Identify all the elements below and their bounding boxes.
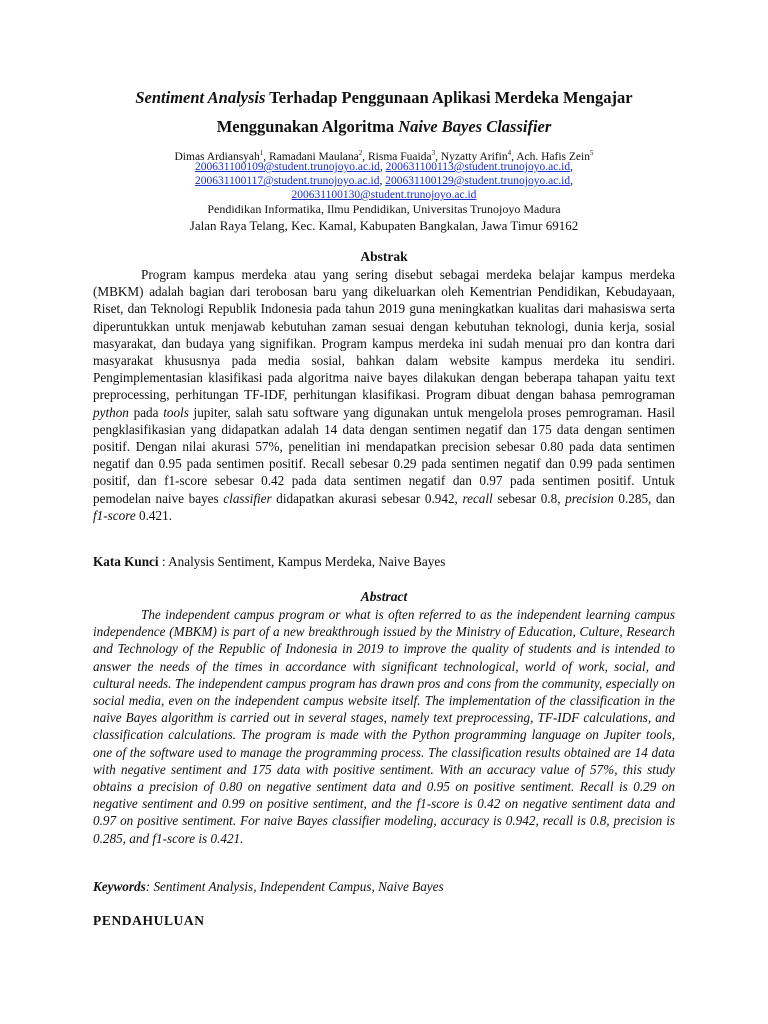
- abstrak-term-python: python: [93, 404, 129, 420]
- email-separator: ,: [379, 175, 386, 187]
- abstrak-term-precision: precision: [565, 490, 614, 506]
- abstract-text: The independent campus program or what is often referred to as the independent learning campus independence (MBKM) is part of a new breakthrough issued by the Ministry of Education, Culture, Research and Technology of the Republic of Indonesia in 2019 to improve the quality of students and is intended to answer the needs of the times in accordance with significant technological, world of work, social, and cultural needs. The independent campus program has drawn pros and cons from the community, especially on social media, even on the independent campus website itself. The implementation of the classification in the naive Bayes algorithm is carried out in several stages, namely text preprocessing, TF-IDF calculations, and classification calculations. The program is made with the Python programming language on Jupiter tools, one of the software used to manage the programming process. The classification results obtained are 14 data with negative sentiment and 175 data with positive sentiment. With an accuracy value of 57%, this study obtains a precision of 0.80 on negative sentiment data and 0.95 on positive sentiment. Recall is 0.29 on negative sentiment and 0.99 on positive sentiment, and the f1-score is 0.42 on negative sentiment data and 0.97 on positive sentiment. For naive Bayes classifier modeling, accuracy is 0.942, recall is 0.8, precision is 0.285, and f1-score is 0.421.: [93, 607, 675, 846]
- title-italic-method: Naive Bayes Classifier: [398, 117, 552, 136]
- abstrak-text: pada: [128, 404, 164, 420]
- email-separator: ,: [570, 161, 573, 173]
- author-name: Dimas Ardiansyah: [174, 150, 260, 163]
- author-name: Nyzatty Arifin: [440, 150, 508, 163]
- email-separator: ,: [379, 161, 386, 173]
- abstrak-text: 0.285, dan: [613, 490, 676, 506]
- section-heading-pendahuluan: PENDAHULUAN: [93, 913, 205, 928]
- author-separator: ,: [511, 150, 517, 163]
- email-line-3: [60, 189, 708, 203]
- author-affiliation-mark: 1: [259, 149, 264, 157]
- abstrak-term-classifier: classifier: [223, 490, 272, 506]
- kata-kunci-line: [93, 553, 675, 570]
- author-separator: ,: [362, 150, 369, 163]
- author-email-link[interactable]: 200631100113@student.trunojoyo.ac.id: [385, 161, 571, 173]
- author-affiliation-mark: 5: [590, 149, 594, 157]
- abstrak-term-recall: recall: [462, 490, 493, 506]
- kata-kunci-label: Kata Kunci: [93, 554, 159, 569]
- kata-kunci-text: : Analysis Sentiment, Kampus Merdeka, Naive Bayes: [158, 554, 446, 569]
- author-affiliation-mark: 3: [431, 149, 436, 157]
- abstrak-text: didapatkan akurasi sebesar 0.942,: [271, 490, 463, 506]
- title-italic-term: Sentiment Analysis: [135, 88, 266, 107]
- email-line-1: [60, 161, 708, 175]
- abstrak-body: [93, 266, 675, 524]
- abstract-heading: Abstract: [360, 589, 408, 604]
- keywords-line: [93, 878, 675, 895]
- keywords-text: : Sentiment Analysis, Independent Campus, Naive Bayes: [145, 879, 444, 894]
- author-email-link[interactable]: 200631100109@student.trunojoyo.ac.id: [195, 161, 380, 173]
- paper-title-line-2: [60, 117, 708, 137]
- abstrak-text: Program kampus merdeka atau yang sering disebut sebagai merdeka belajar kampus merdeka (MBKM) adalah bagian dari terobosan baru yang dikeluarkan oleh Kementrian Pendidikan, Kebudayaan, Riset, dan Teknologi Republik Indonesia pada tahun 2019 guna meningkatkan kualitas dari mahasiswa serta diperuntukkan untuk menjawab kebutuhan zaman sesuai dengan kebutuhan teknologi, dunia kerja, sosial masyarakat, dan budaya yang signifikan. Program kampus merdeka ini sudah menuai pro dan kontra dari masyarakat khususnya pada media sosial, bahkan dalam website kampus merdeka itu sendiri. Pengimplementasian klasifikasi pada algoritma naive bayes dilakukan dengan beberapa tahapan yaitu text preprocessing, perhitungan TF-IDF, perhitungan klasifikasi. Program dibuat dengan bahasa pemrograman: [93, 267, 675, 403]
- abstrak-term-tools: tools: [163, 404, 189, 420]
- author-email-link[interactable]: 200631100130@student.trunojoyo.ac.id: [291, 189, 477, 201]
- paper-title-line-1: [60, 88, 708, 108]
- affiliation: Pendidikan Informatika, Ilmu Pendidikan, Universitas Trunojoyo Madura: [207, 202, 561, 216]
- author-affiliation-mark: 4: [507, 149, 512, 157]
- abstrak-term-f1score: f1-score: [93, 507, 136, 523]
- email-line-2: [60, 175, 708, 189]
- author-email-link[interactable]: 200631100117@student.trunojoyo.ac.id: [195, 175, 380, 187]
- abstrak-text: jupiter, salah satu software yang digunakan untuk mengelola proses pemrograman. Hasil pengklasifikasian yang didapatkan adalah 14 data dengan sentimen negatif dan 175 data dengan sentimen positif. Dengan nilai akurasi 57%, penelitian ini mendapatkan precision sebesar 0.80 pada data sentimen negatif dan 0.95 pada sentimen positif. Recall sebesar 0.29 pada sentimen negatif dan 0.99 pada sentimen positif, dan f1-score sebesar 0.42 pada data sentimen negatif dan 0.97 pada sentimen positif. Untuk pemodelan naive bayes: [93, 404, 675, 506]
- author-separator: ,: [435, 150, 441, 163]
- author-email-link[interactable]: 200631100129@student.trunojoyo.ac.id: [385, 175, 571, 187]
- title-line-1-text: Terhadap Penggunaan Aplikasi Merdeka Mengajar: [265, 88, 633, 107]
- email-separator: ,: [570, 175, 573, 187]
- keywords-label: Keywords: [93, 879, 146, 894]
- author-name: Risma Fuaida: [368, 150, 432, 163]
- author-separator: ,: [263, 150, 270, 163]
- abstract-body: [93, 606, 675, 847]
- address: Jalan Raya Telang, Kec. Kamal, Kabupaten Bangkalan, Jawa Timur 69162: [189, 218, 579, 233]
- title-line-2-text: Menggunakan Algoritma: [216, 117, 399, 136]
- abstrak-text: 0.421.: [135, 507, 172, 523]
- abstrak-heading: Abstrak: [360, 249, 408, 264]
- abstrak-text: sebesar 0.8,: [492, 490, 566, 506]
- author-name: Ach. Hafis Zein: [516, 150, 590, 163]
- author-name: Ramadani Maulana: [269, 150, 359, 163]
- author-affiliation-mark: 2: [358, 149, 363, 157]
